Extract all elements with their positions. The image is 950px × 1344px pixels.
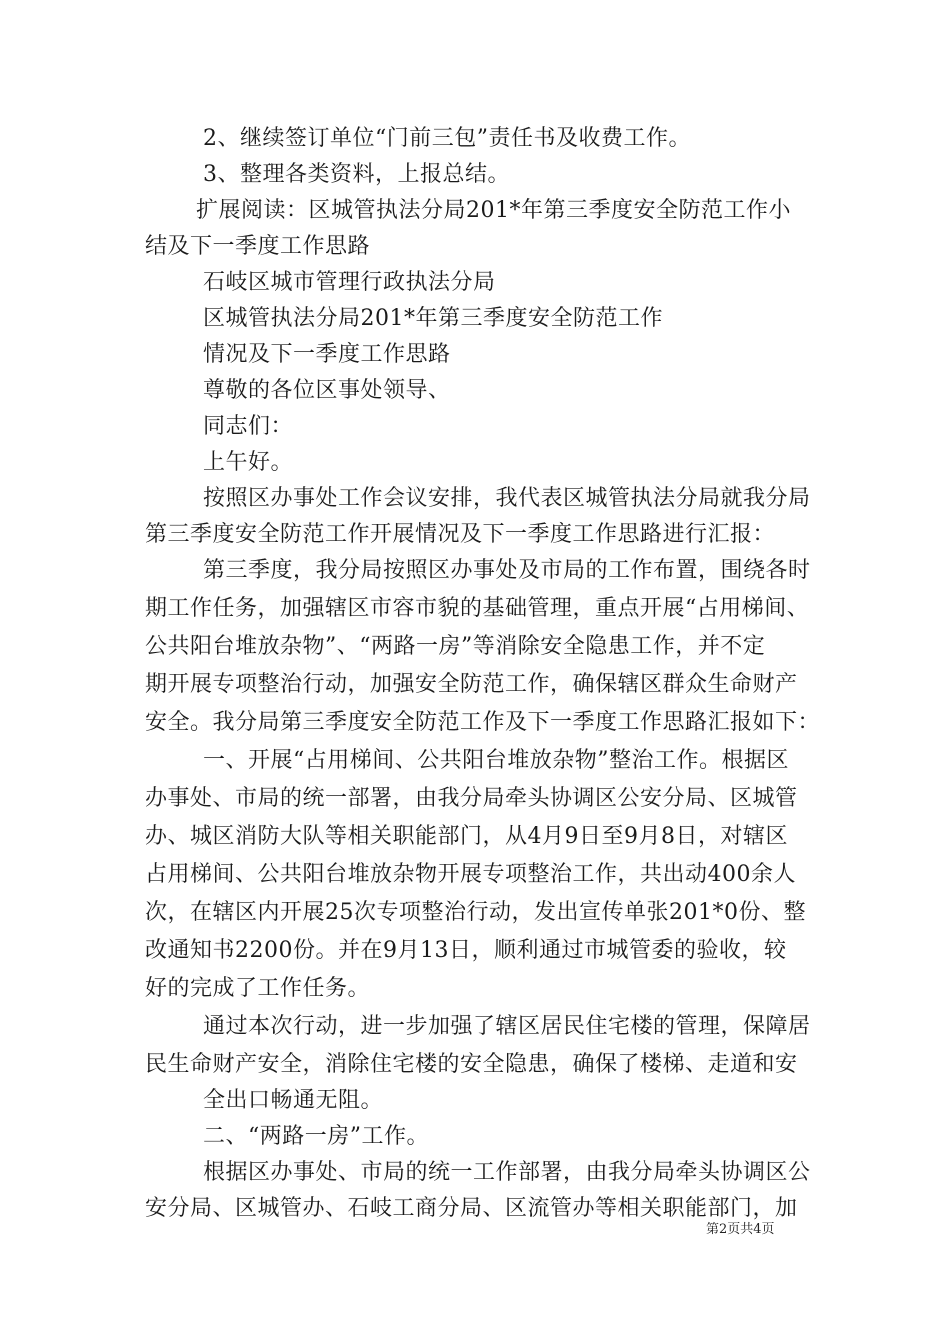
text-line: 次，在辖区内开展25次专项整治行动，发出宣传单张201*0份、整 [145, 900, 806, 925]
text-line: 占用梯间、公共阳台堆放杂物开展专项整治工作，共出动400余人 [145, 862, 796, 887]
text-line: 3、整理各类资料，上报总结。 [203, 162, 510, 187]
text-line: 改通知书2200份。并在9月13日，顺利通过市城管委的验收，较 [145, 938, 787, 963]
text-line: 二、“两路一房”工作。 [203, 1124, 429, 1149]
text-line: 同志们： [203, 414, 294, 439]
text-line: 好的完成了工作任务。 [145, 976, 371, 1001]
text-line: 通过本次行动，进一步加强了辖区居民住宅楼的管理，保障居 [203, 1014, 811, 1039]
text-line: 办事处、市局的统一部署，由我分局牵头协调区公安分局、区城管 [145, 786, 798, 811]
text-line: 期工作任务，加强辖区市容市貌的基础管理，重点开展“占用梯间、 [145, 596, 810, 621]
text-line: 全出口畅通无阻。 [203, 1088, 384, 1113]
text-line: 办、城区消防大队等相关职能部门，从4月9日至9月8日，对辖区 [145, 824, 788, 849]
text-line: 安全。我分局第三季度安全防范工作及下一季度工作思路汇报如下： [145, 710, 821, 735]
text-line: 结及下一季度工作思路 [145, 234, 371, 259]
text-line: 区城管执法分局201*年第三季度安全防范工作 [203, 306, 663, 331]
text-line: 2、继续签订单位“门前三包”责任书及收费工作。 [203, 126, 691, 151]
page-number-footer: 第2页共4页 [706, 1222, 775, 1237]
text-line: 安分局、区城管办、石岐工商分局、区流管办等相关职能部门，加 [145, 1196, 798, 1221]
text-line: 第三季度安全防范工作开展情况及下一季度工作思路进行汇报： [145, 522, 776, 547]
text-line: 尊敬的各位区事处领导、 [203, 378, 451, 403]
text-line: 期开展专项整治行动，加强安全防范工作，确保辖区群众生命财产 [145, 672, 798, 697]
text-line: 扩展阅读：区城管执法分局201*年第三季度安全防范工作小 [196, 198, 791, 223]
text-line: 民生命财产安全，消除住宅楼的安全隐患，确保了楼梯、走道和安 [145, 1052, 798, 1077]
text-line: 第三季度，我分局按照区办事处及市局的工作布置，围绕各时 [203, 558, 811, 583]
text-line: 按照区办事处工作会议安排，我代表区城管执法分局就我分局 [203, 486, 811, 511]
text-line: 公共阳台堆放杂物”、“两路一房”等消除安全隐患工作，并不定 [145, 634, 766, 659]
text-line: 一、开展“占用梯间、公共阳台堆放杂物”整治工作。根据区 [203, 748, 789, 773]
text-line: 石岐区城市管理行政执法分局 [203, 270, 496, 295]
text-line: 根据区办事处、市局的统一工作部署，由我分局牵头协调区公 [203, 1160, 811, 1185]
text-line: 情况及下一季度工作思路 [203, 342, 451, 367]
text-line: 上午好。 [203, 450, 294, 475]
